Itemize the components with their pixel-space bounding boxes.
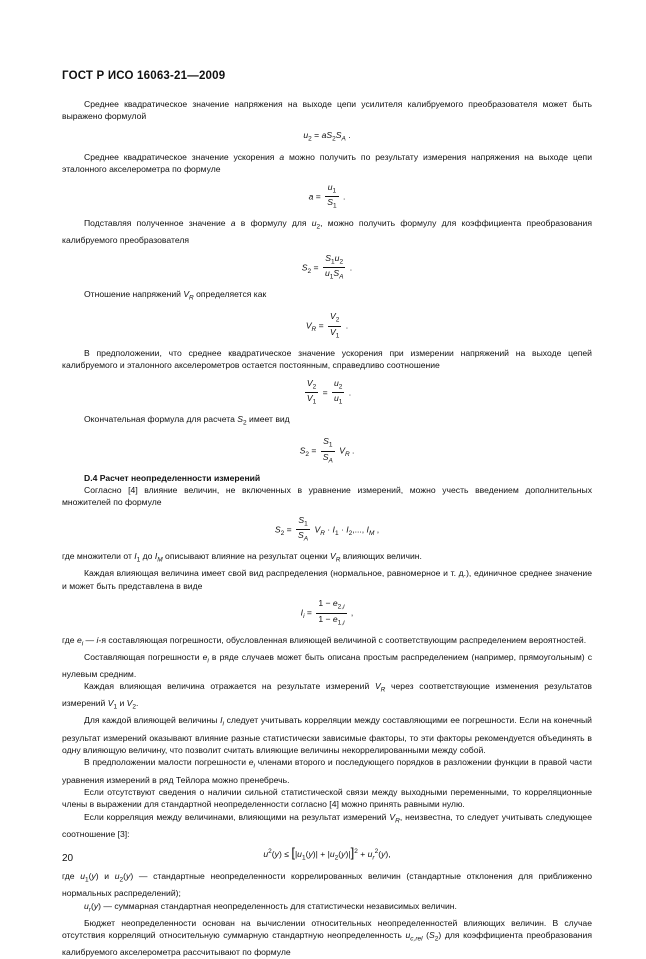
paragraph: В предположении, что среднее квадратическое значение ускорения при измерении напряжений на выходе цепей калибруемого и эталонного акселерометров остается постоянным, справедливо соотношение (62, 347, 592, 371)
paragraph: Если отсутствуют сведения о наличии сильной статистической связи между выходными переменными, то корреляционные члены в выражении для стандартной неопределенности согласно [4] можно принять равными нулю. (62, 786, 592, 810)
paragraph: Отношение напряжений $V_R$ определяется как (84, 289, 267, 302)
paragraph: Среднее квадратическое значение напряжения на выходе цепи усилителя калибруемого преобразователя может быть выражено формулой (62, 99, 592, 122)
paragraph: Подставляя полученное значение a в формулу для $u_2$, можно получить формулу для коэффициента преобразования калибруемого преобразователя (62, 218, 592, 246)
paragraph: Составляющая погрешности $e_i$ в ряде случаев может быть описана простым распределением (например, прямоугольным) с нулевым средним. (62, 651, 592, 679)
paragraph: Окончательная формула для расчета $S_2$ имеет вид (84, 413, 290, 427)
formula: $S_2$ = $\frac{S_1}{S_A}$ $V_R$ . (299, 436, 355, 465)
paragraph: где $e_i$ — i-я составляющая погрешности, обусловленная влияющей величиной с соответствующим распределением вероятностей. (62, 634, 587, 648)
document-header: ГОСТ Р ИСО 16063-21—2009 (62, 70, 226, 82)
paragraph: Согласно [4] влияние величин, не включенных в уравнение измерений, можно учесть введением дополнительных множителей по формуле (62, 484, 592, 508)
formula: $S_2$ = $\frac{S_1}{S_A}$ $V_R \cdot I_1 \cdot I_2$,..., $I_M$ , (274, 514, 380, 544)
formula: $\frac{V_2}{V_1}$ = $\frac{u_2}{u_1}$ . (306, 377, 352, 406)
formula: $u_2 = aS_2S_A$ . (303, 129, 351, 143)
paragraph: Каждая влияющая величина имеет свой вид распределения (нормальное, равномерное и т. д.), единичное среднее значение и может быть представлена в виде (62, 568, 592, 591)
paragraph: Бюджет неопределенности основан на вычислении относительных неопределенностей влияющих величин. В случае отсутствия корреляций относительную суммарную стандартную неопределенность $u_{c,rel}$ $(S_2)$ для коэффициента преобразования калибруемого акселерометра рассчитывают по формуле (62, 917, 592, 958)
paragraph: Для каждой влияющей величины $I_i$ следует учитывать корреляции между составляющими ее погрешности. Если на конечный результат измерений оказывают влияние разные статистически зависимые факторы, то эти факторы рекомендуется объединять в одну влияющую величину, что позволит считать влияющие величины некоррелированными между собой. (62, 715, 592, 755)
paragraph: Каждая влияющая величина отражается на результате измерений $V_R$ через соответствующие изменения результатов измерений $V_1$ и $V_2$. (62, 681, 593, 712)
section-heading: D.4 Расчет неопределенности измерений (84, 472, 261, 483)
page-number: 20 (62, 853, 74, 864)
formula: $V_R$ = $\frac{V_2}{V_1}$ . (305, 311, 349, 340)
paragraph: где $u_1(y)$ и $u_2(y)$ — стандартные неопределенности коррелированных величин (стандартные отклонения для приближенно нормальных распределений); (62, 871, 592, 899)
formula: $u^2(y) \le [|u_1(y)| + |u_2(y)|]^2 + u_r^2(y)$, (263, 845, 391, 862)
paragraph: $u_r(y)$ — суммарная стандартная неопределенность для статистически независимых величин. (84, 900, 457, 914)
paragraph: Если корреляция между величинами, влияющими на результат измерений $V_R$, неизвестна, то следует учитывать следующее соотношение [3]: (62, 811, 592, 839)
paragraph: В предположении малости погрешности $e_i$ членами второго и последующего порядков в разложении функции в правой части уравнения измерений в ряд Тейлора можно пренебречь. (62, 757, 592, 785)
paragraph: где множители от $I_1$ до $I_M$ описывают влияние на результат оценки $V_R$ влияющих величин. (62, 551, 422, 564)
formula: $I_i$ = $\frac{1 - e_{2,i}}{1 - e_{1,i}}$ , (300, 598, 354, 627)
paragraph: Среднее квадратическое значение ускорения a можно получить по результату измерения напряжения на выходе цепи эталонного акселерометра по формуле (62, 151, 592, 175)
formula: $S_2$ = $\frac{S_1u_2}{u_1S_A}$ . (301, 252, 353, 282)
page-body (62, 98, 592, 959)
formula: a = $\frac{u_1}{S_1}$ . (308, 181, 346, 211)
